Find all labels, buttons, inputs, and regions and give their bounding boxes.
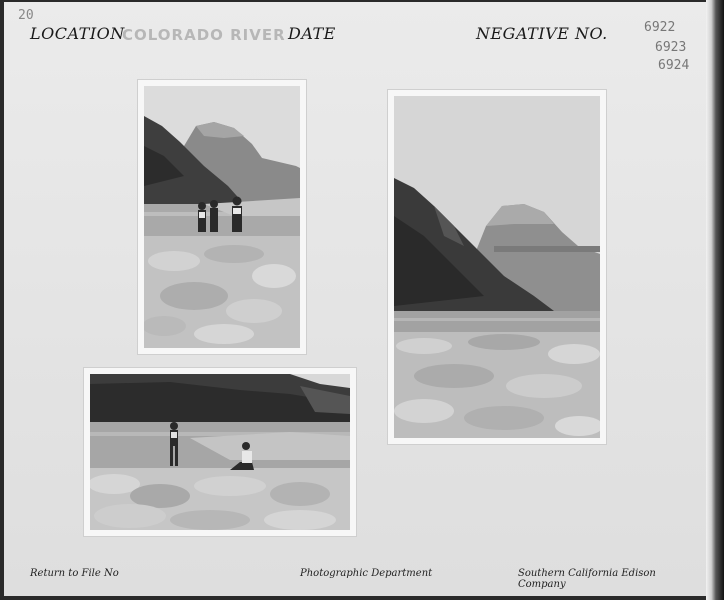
footer-file-note: Return to File No bbox=[30, 568, 119, 579]
photo-6923-image bbox=[394, 96, 600, 438]
photo-6923 bbox=[388, 90, 606, 444]
negative-number-2: 6923 bbox=[655, 40, 687, 55]
negative-number-1: 6922 bbox=[644, 20, 676, 35]
date-label: DATE bbox=[288, 24, 336, 43]
page-edge-strip bbox=[706, 0, 724, 600]
location-stamp: COLORADO RIVER bbox=[122, 26, 286, 44]
album-page bbox=[4, 2, 706, 596]
photo-6922 bbox=[138, 80, 306, 354]
footer-department: Photographic Department bbox=[300, 568, 433, 579]
footer-company: Southern California Edison Company bbox=[518, 568, 656, 590]
photo-6924-image bbox=[90, 374, 350, 530]
photo-6924 bbox=[84, 368, 356, 536]
negative-number-3: 6924 bbox=[658, 58, 690, 73]
location-label: LOCATION bbox=[30, 24, 125, 43]
negative-label: NEGATIVE NO. bbox=[476, 24, 608, 43]
page-number: 20 bbox=[18, 8, 34, 23]
photo-6922-image bbox=[144, 86, 300, 348]
